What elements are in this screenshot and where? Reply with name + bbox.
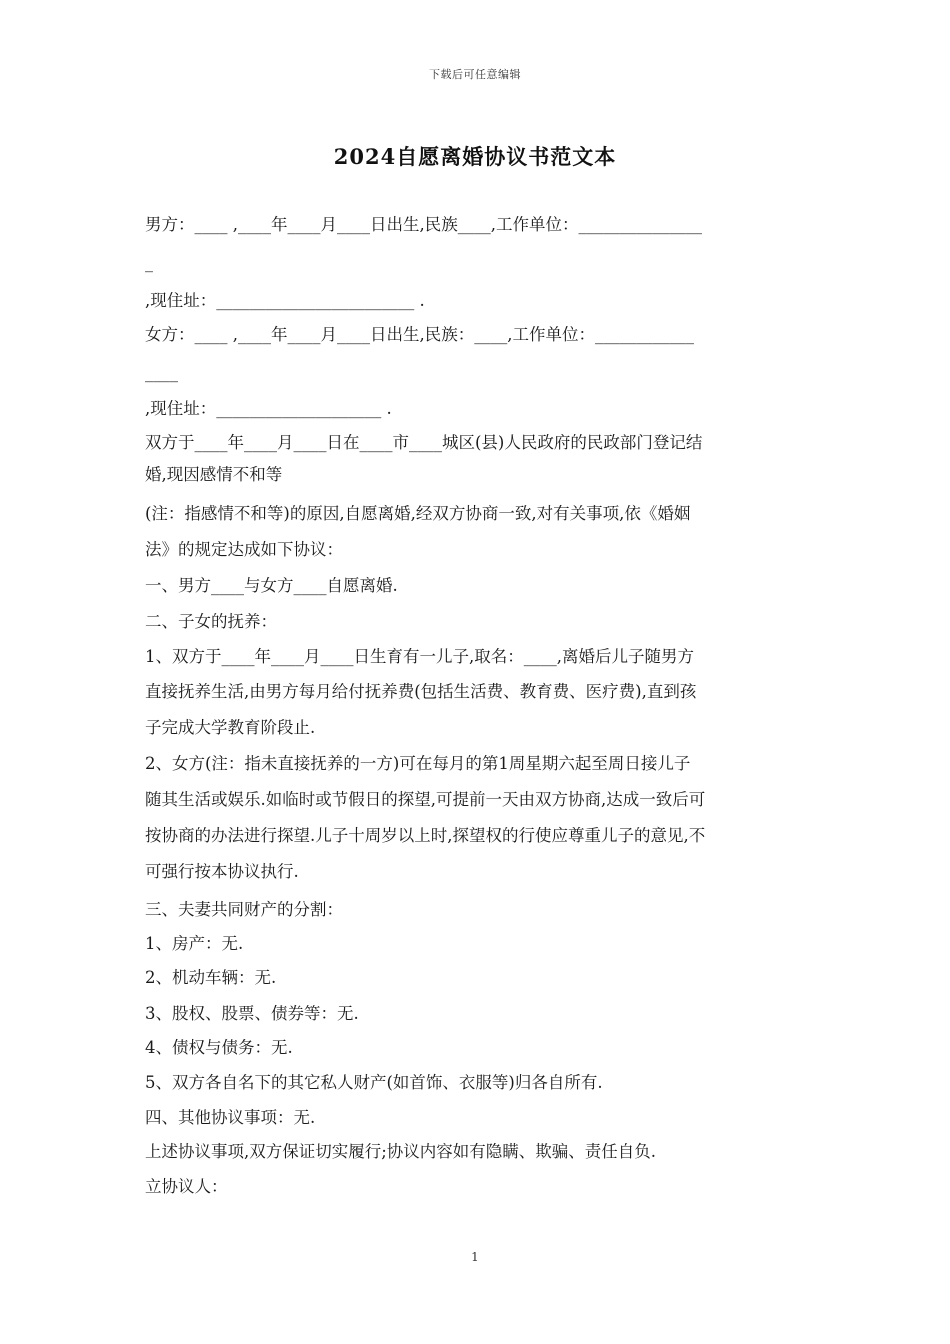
body-line: 男方：____ ,____年____月____日出生,民族____,工作单位：_______________: [145, 215, 703, 234]
body-line: 4、债权与债务：无.: [145, 1038, 293, 1057]
body-line: 上述协议事项,双方保证切实履行;协议内容如有隐瞒、欺骗、责任自负.: [145, 1142, 657, 1161]
body-line: 2、机动车辆：无.: [145, 968, 277, 987]
body-line: 直接抚养生活,由男方每月给付抚养费(包括生活费、教育费、医疗费),直到孩: [145, 682, 697, 701]
body-line: 子完成大学教育阶段止.: [145, 718, 316, 737]
body-line: ,现住址：________________________ .: [145, 291, 425, 310]
body-line: 1、双方于____年____月____日生育有一儿子,取名：____,离婚后儿子随男方: [145, 647, 694, 666]
body-line: 女方：____ ,____年____月____日出生,民族：____,工作单位：____________: [145, 325, 694, 344]
body-line: 四、其他协议事项：无.: [145, 1108, 316, 1127]
page-number: 1: [471, 1250, 479, 1264]
body-line: 双方于____年____月____日在____市____城区(县)人民政府的民政部门登记结: [145, 433, 703, 452]
body-line: 二、子女的抚养：: [145, 612, 277, 631]
header-note: 下载后可任意编辑: [429, 68, 521, 81]
body-line: 3、股权、股票、债券等：无.: [145, 1004, 359, 1023]
body-line: 随其生活或娱乐.如临时或节假日的探望,可提前一天由双方协商,达成一致后可: [145, 790, 706, 809]
body-line: 1、房产：无.: [145, 934, 244, 953]
body-line: 2、女方(注：指未直接抚养的一方)可在每月的第1周星期六起至周日接儿子: [145, 754, 691, 773]
body-line: 立协议人：: [145, 1177, 228, 1196]
body-line: 婚,现因感情不和等: [145, 465, 283, 484]
body-line: 三、夫妻共同财产的分割：: [145, 900, 343, 919]
body-line: 5、双方各自名下的其它私人财产(如首饰、衣服等)归各自所有.: [145, 1073, 603, 1092]
body-line: 可强行按本协议执行.: [145, 862, 299, 881]
body-line: 按协商的办法进行探望.儿子十周岁以上时,探望权的行使应尊重儿子的意见,不: [145, 826, 706, 845]
document-title: 2024自愿离婚协议书范文本: [333, 144, 617, 169]
body-line: ,现住址：____________________ .: [145, 399, 392, 418]
body-line: 一、男方____与女方____自愿离婚.: [145, 576, 398, 595]
body-line: ____: [145, 363, 178, 382]
body-line: (注：指感情不和等)的原因,自愿离婚,经双方协商一致,对有关事项,依《婚姻: [145, 504, 691, 523]
body-line: _: [145, 253, 154, 272]
body-line: 法》的规定达成如下协议：: [145, 540, 343, 559]
